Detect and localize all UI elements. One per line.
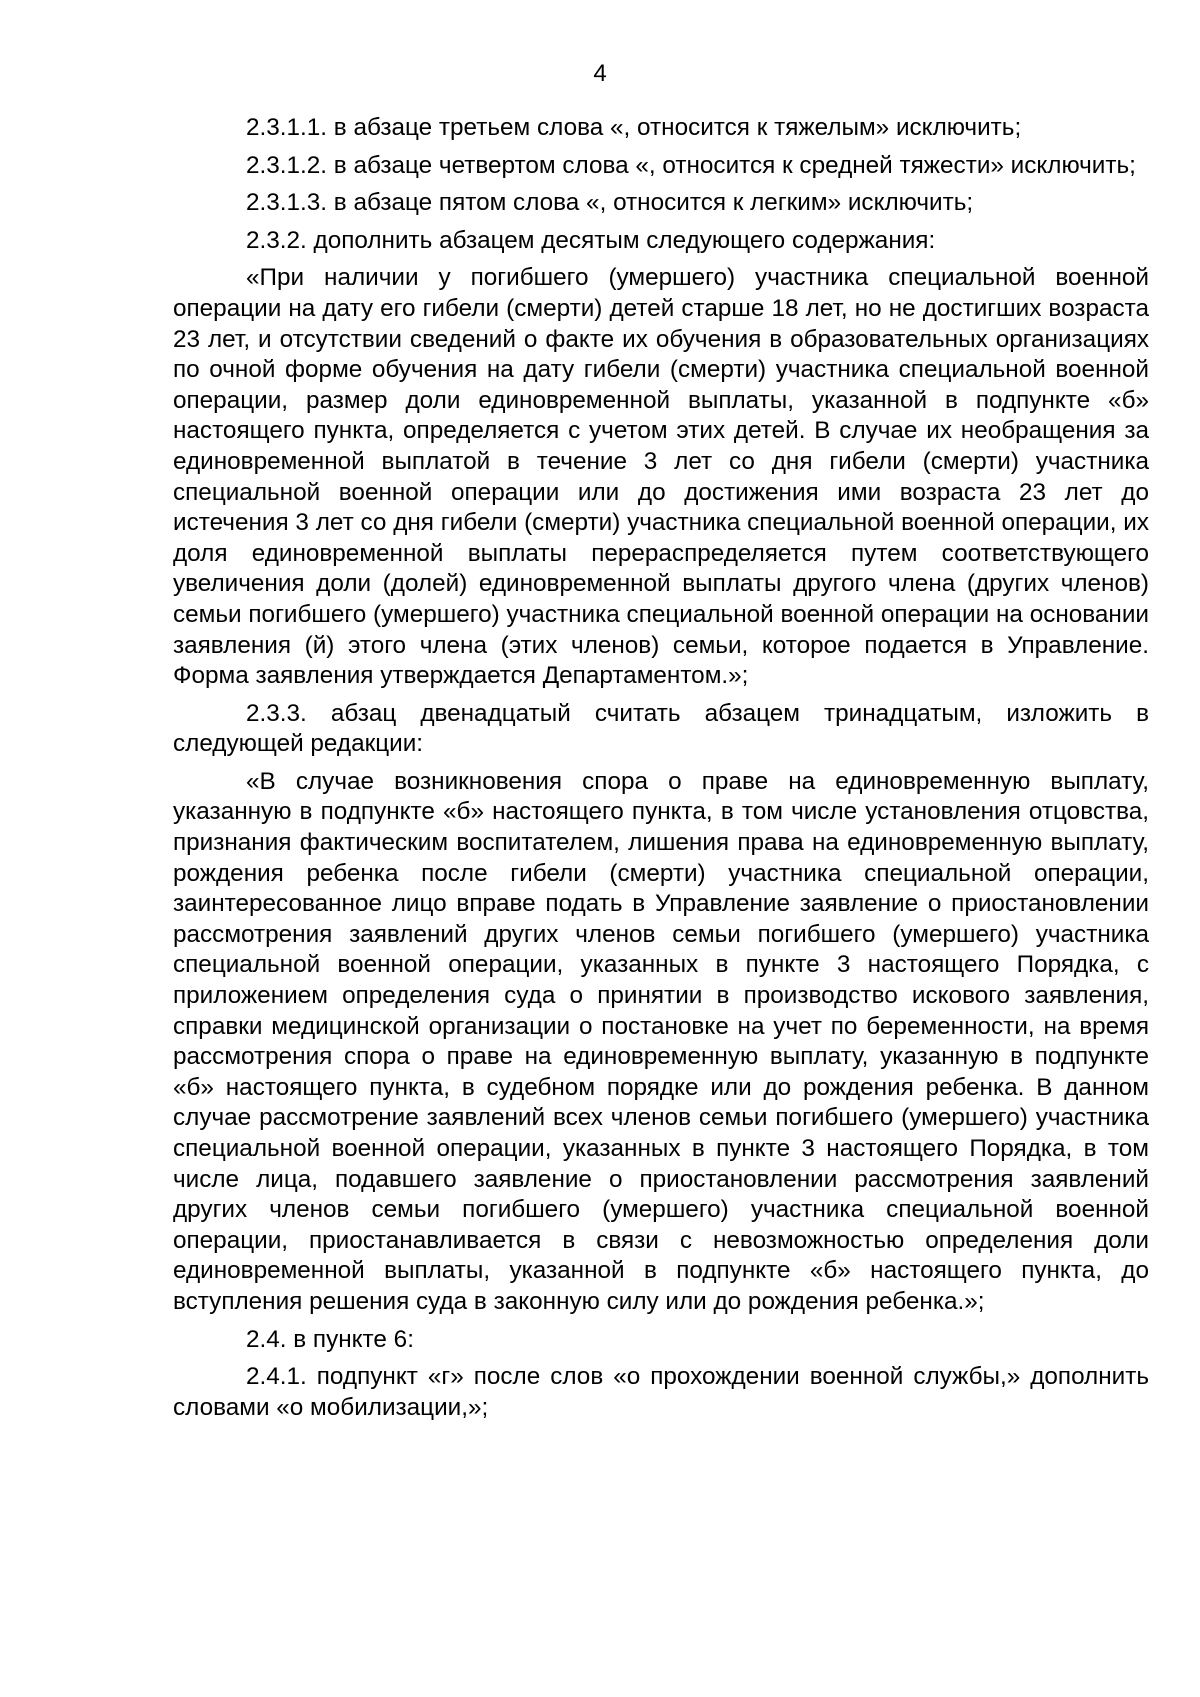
paragraph-2-3-1-1: 2.3.1.1. в абзаце третьем слова «, относится к тяжелым» исключить;	[246, 114, 1022, 141]
quoted-paragraph-thirteenth: «В случае возникновения спора о праве на единовременную выплату, указанную в подпункте «б» настоящего пункта, в том числе установления отцовства, признания фактическим воспитателем, лишения права на единовременную выплату, рождения ребенка после гибели (смерти) участника специальной операции, заинтересованное лицо вправе подать в Управление заявление о приостановлении рассмотрения заявлений других членов семьи погибшего (умершего) участника специальной военной операции, указанных в пункте 3 настоящего Порядка, с приложением определения суда о принятии в производство искового заявления, справки медицинской организации о постановке на учет по беременности, на время рассмотрения спора о праве на единовременную выплату, указанную в подпункте «б» настоящего пункта, в судебном порядке или до рождения ребенка. В данном случае рассмотрение заявлений всех членов семьи погибшего (умершего) участника специальной военной операции, указанных в пункте 3 настоящего Порядка, в том числе лица, подавшего заявление о приостановлении рассмотрения заявлений других членов семьи погибшего (умершего) участника специальной военной операции, приостанавливается в связи с невозможностью определения доли единовременной выплаты, указанной в подпункте «б» настоящего пункта, до вступления решения суда в законную силу или до рождения ребенка.»;	[173, 767, 1149, 1315]
paragraph-2-3-2: 2.3.2. дополнить абзацем десятым следующего содержания:	[246, 226, 936, 254]
paragraph-2-3-3: 2.3.3. абзац двенадцатый считать абзацем тринадцатым, изложить в следующей редакции:	[173, 699, 1149, 758]
page-number: 4	[593, 60, 607, 87]
paragraph-2-3-1-3: 2.3.1.3. в абзаце пятом слова «, относится к легким» исключить;	[246, 189, 974, 217]
paragraph-2-4: 2.4. в пункте 6:	[246, 1325, 414, 1353]
paragraph-2-4-1: 2.4.1. подпункт «г» после слов «о прохождении военной службы,» дополнить словами «о мобилизации,»;	[173, 1363, 1149, 1421]
document-body	[173, 113, 1149, 1430]
paragraph-2-3-1-2: 2.3.1.2. в абзаце четвертом слова «, относится к средней тяжести» исключить;	[246, 151, 1136, 179]
quoted-paragraph-tenth: «При наличии у погибшего (умершего) участника специальной военной операции на дату его гибели (смерти) детей старше 18 лет, но не достигших возраста 23 лет, и отсутствии сведений о факте их обучения в образовательных организациях по очной форме обучения на дату гибели (смерти) участника специальной военной операции, размер доли единовременной выплаты, указанной в подпункте «б» настоящего пункта, определяется с учетом этих детей. В случае их необращения за единовременной выплатой в течение 3 лет со дня гибели (смерти) участника специальной военной операции или до достижения ими возраста 23 лет до истечения 3 лет со дня гибели (смерти) участника специальной военной операции, их доля единовременной выплаты перераспределяется путем соответствующего увеличения доли (долей) единовременной выплаты другого члена (других членов) семьи погибшего (умершего) участника специальной военной операции на основании заявления (й) этого члена (этих членов) семьи, которое подается в Управление. Форма заявления утверждается Департаментом.»;	[173, 264, 1149, 690]
